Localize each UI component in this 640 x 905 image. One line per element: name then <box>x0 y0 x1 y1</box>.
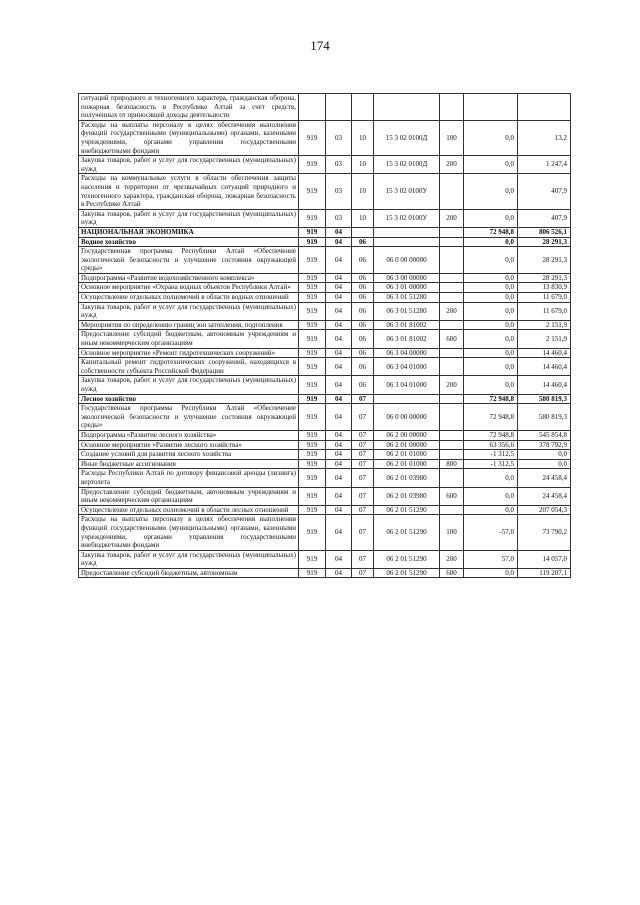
section-code: 03 <box>326 209 352 227</box>
table-row <box>79 227 571 237</box>
ministry-code: 919 <box>299 404 326 431</box>
change-amount: 0,0 <box>464 330 518 348</box>
table-row <box>79 273 571 283</box>
change-amount: 0,0 <box>464 237 518 247</box>
ministry-code: 919 <box>299 302 326 320</box>
section-code: 04 <box>326 358 352 376</box>
expense-type-code <box>440 469 464 487</box>
total-amount: 11 679,0 <box>518 302 571 320</box>
target-article-code <box>374 94 440 121</box>
expense-type-code <box>440 94 464 121</box>
ministry-code: 919 <box>299 273 326 283</box>
section-code: 04 <box>326 515 352 550</box>
total-amount: 407,9 <box>518 209 571 227</box>
subsection-code: 07 <box>352 550 374 568</box>
total-amount: 580 819,3 <box>518 394 571 404</box>
subsection-code: 07 <box>352 515 374 550</box>
section-code: 03 <box>326 156 352 174</box>
change-amount: -1 312,5 <box>464 450 518 460</box>
table-row <box>79 450 571 460</box>
ministry-code: 919 <box>299 237 326 247</box>
expense-type-code <box>440 394 464 404</box>
expense-type-code: 600 <box>440 330 464 348</box>
ministry-code: 919 <box>299 293 326 303</box>
total-amount: 806 526,1 <box>518 227 571 237</box>
subsection-code: 07 <box>352 450 374 460</box>
change-amount: 0,0 <box>464 505 518 515</box>
expense-type-code <box>440 348 464 358</box>
subsection-code: 06 <box>352 273 374 283</box>
section-code: 04 <box>326 568 352 578</box>
ministry-code: 919 <box>299 330 326 348</box>
expense-type-code: 100 <box>440 515 464 550</box>
section-code: 04 <box>326 227 352 237</box>
target-article-code: 06 2 01 03980 <box>374 487 440 505</box>
change-amount: 0,0 <box>464 247 518 274</box>
section-code <box>326 94 352 121</box>
target-article-code: 06 2 01 51290 <box>374 568 440 578</box>
row-description: Капитальный ремонт гидротехнических сооружений, находящихся в собственности субъекта Российской Федерации <box>79 358 299 376</box>
table-row <box>79 293 571 303</box>
target-article-code: 06 2 01 51290 <box>374 550 440 568</box>
change-amount: 0,0 <box>464 209 518 227</box>
expense-type-code: 800 <box>440 459 464 469</box>
ministry-code: 919 <box>299 430 326 440</box>
table-row <box>79 376 571 394</box>
row-description: Государственная программа Республики Алтай «Обеспечение экологической безопасности и улучшение состояния окружающей среды» <box>79 404 299 431</box>
section-code: 04 <box>326 505 352 515</box>
total-amount: 28 291,3 <box>518 273 571 283</box>
row-description: Закупка товаров, работ и услуг для государственных (муниципальных) нужд <box>79 209 299 227</box>
expense-type-code <box>440 404 464 431</box>
target-article-code: 06 3 01 81002 <box>374 330 440 348</box>
row-description: ситуаций природного и техногенного характера, гражданская оборона, пожарная безопасность в Республике Алтай за счет средств, полученных от приносящей доходы деятельности <box>79 94 299 121</box>
change-amount: 72 948,8 <box>464 430 518 440</box>
section-code: 04 <box>326 550 352 568</box>
row-description: Создание условий для развития лесного хозяйства <box>79 450 299 460</box>
row-description: Закупка товаров, работ и услуг для государственных (муниципальных) нужд <box>79 376 299 394</box>
ministry-code: 919 <box>299 376 326 394</box>
change-amount: -1 312,5 <box>464 459 518 469</box>
total-amount: 73 790,2 <box>518 515 571 550</box>
page-number: 174 <box>310 38 330 53</box>
row-description: Подпрограмма «Развитие водохозяйственного комплекса» <box>79 273 299 283</box>
subsection-code: 10 <box>352 120 374 155</box>
section-code: 03 <box>326 174 352 209</box>
expense-type-code <box>440 237 464 247</box>
target-article-code: 06 2 01 01000 <box>374 459 440 469</box>
total-amount: 14 460,4 <box>518 376 571 394</box>
table-row <box>79 394 571 404</box>
expense-type-code: 600 <box>440 487 464 505</box>
table-row <box>79 440 571 450</box>
ministry-code: 919 <box>299 283 326 293</box>
row-description: Мероприятия по определению границ зон затопления, подтопления <box>79 320 299 330</box>
row-description: Основное мероприятие «Ремонт гидротехнических сооружений» <box>79 348 299 358</box>
subsection-code: 06 <box>352 293 374 303</box>
change-amount: 57,0 <box>464 550 518 568</box>
change-amount: 0,0 <box>464 487 518 505</box>
total-amount: 0,0 <box>518 450 571 460</box>
row-description: Осуществление отдельных полномочий в области лесных отношений <box>79 505 299 515</box>
expense-type-code: 600 <box>440 568 464 578</box>
change-amount: 0,0 <box>464 283 518 293</box>
ministry-code: 919 <box>299 227 326 237</box>
row-description: Закупка товаров, работ и услуг для государственных (муниципальных) нужд <box>79 302 299 320</box>
subsection-code: 06 <box>352 358 374 376</box>
total-amount: 14 460,4 <box>518 348 571 358</box>
table-row <box>79 156 571 174</box>
subsection-code: 06 <box>352 237 374 247</box>
ministry-code: 919 <box>299 320 326 330</box>
subsection-code: 07 <box>352 394 374 404</box>
subsection-code: 06 <box>352 330 374 348</box>
subsection-code: 07 <box>352 404 374 431</box>
total-amount: 24 458,4 <box>518 469 571 487</box>
table-row <box>79 505 571 515</box>
change-amount: 0,0 <box>464 174 518 209</box>
target-article-code: 06 3 01 00000 <box>374 283 440 293</box>
total-amount: 14 460,4 <box>518 358 571 376</box>
row-description: Закупка товаров, работ и услуг для государственных (муниципальных) нужд <box>79 156 299 174</box>
target-article-code: 06 3 04 01000 <box>374 358 440 376</box>
table-row <box>79 237 571 247</box>
ministry-code: 919 <box>299 156 326 174</box>
table-row <box>79 320 571 330</box>
ministry-code: 919 <box>299 487 326 505</box>
table-row <box>79 459 571 469</box>
ministry-code: 919 <box>299 440 326 450</box>
row-description: Иные бюджетные ассигнования <box>79 459 299 469</box>
row-description: Предоставление субсидий бюджетным, автономным <box>79 568 299 578</box>
target-article-code: 15 3 02 0100У <box>374 174 440 209</box>
row-description: Предоставление субсидий бюджетным, автономным учреждениям и иным некоммерческим организациям <box>79 487 299 505</box>
target-article-code: 06 2 00 00000 <box>374 430 440 440</box>
row-description: Основное мероприятие «Охрана водных объектов Республики Алтай» <box>79 283 299 293</box>
change-amount: 0,0 <box>464 302 518 320</box>
expense-type-code <box>440 174 464 209</box>
section-code: 04 <box>326 469 352 487</box>
target-article-code <box>374 237 440 247</box>
section-code: 04 <box>326 247 352 274</box>
total-amount: 11 679,0 <box>518 293 571 303</box>
target-article-code <box>374 227 440 237</box>
expense-type-code <box>440 273 464 283</box>
subsection-code: 07 <box>352 487 374 505</box>
target-article-code: 15 3 02 0100Д <box>374 156 440 174</box>
total-amount: 207 054,3 <box>518 505 571 515</box>
section-code: 04 <box>326 302 352 320</box>
total-amount: 2 151,9 <box>518 320 571 330</box>
target-article-code: 06 2 01 01000 <box>374 450 440 460</box>
target-article-code: 06 3 01 81002 <box>374 320 440 330</box>
target-article-code: 06 0 00 00000 <box>374 247 440 274</box>
table-row <box>79 358 571 376</box>
change-amount: 0,0 <box>464 273 518 283</box>
expense-type-code: 200 <box>440 156 464 174</box>
target-article-code: 06 2 01 51290 <box>374 515 440 550</box>
row-description: Лесное хозяйство <box>79 394 299 404</box>
total-amount: 0,0 <box>518 459 571 469</box>
change-amount: 72 948,8 <box>464 227 518 237</box>
table-row <box>79 247 571 274</box>
table-row <box>79 120 571 155</box>
ministry-code: 919 <box>299 120 326 155</box>
change-amount: 0,0 <box>464 358 518 376</box>
ministry-code: 919 <box>299 550 326 568</box>
total-amount: 13 830,9 <box>518 283 571 293</box>
change-amount: 0,0 <box>464 568 518 578</box>
row-description: Водное хозяйство <box>79 237 299 247</box>
table-row <box>79 469 571 487</box>
ministry-code: 919 <box>299 505 326 515</box>
expense-type-code: 100 <box>440 120 464 155</box>
subsection-code: 06 <box>352 247 374 274</box>
total-amount: 545 854,8 <box>518 430 571 440</box>
subsection-code: 10 <box>352 174 374 209</box>
expense-type-code <box>440 227 464 237</box>
row-description: Расходы Республики Алтай по договору финансовой аренды (лизинга) вертолета <box>79 469 299 487</box>
row-description: НАЦИОНАЛЬНАЯ ЭКОНОМИКА <box>79 227 299 237</box>
target-article-code: 06 0 00 00000 <box>374 404 440 431</box>
ministry-code: 919 <box>299 450 326 460</box>
expense-type-code <box>440 440 464 450</box>
ministry-code: 919 <box>299 459 326 469</box>
total-amount: 24 458,4 <box>518 487 571 505</box>
ministry-code: 919 <box>299 515 326 550</box>
budget-table-body <box>79 94 571 578</box>
target-article-code: 06 2 01 03980 <box>374 469 440 487</box>
change-amount: 0,0 <box>464 293 518 303</box>
target-article-code: 06 3 00 00000 <box>374 273 440 283</box>
ministry-code: 919 <box>299 358 326 376</box>
expense-type-code: 200 <box>440 550 464 568</box>
change-amount: 0,0 <box>464 320 518 330</box>
row-description: Подпрограмма «Развитие лесного хозяйства» <box>79 430 299 440</box>
change-amount: 0,0 <box>464 156 518 174</box>
section-code: 04 <box>326 348 352 358</box>
subsection-code: 06 <box>352 376 374 394</box>
total-amount: 2 151,9 <box>518 330 571 348</box>
subsection-code: 07 <box>352 430 374 440</box>
ministry-code: 919 <box>299 174 326 209</box>
change-amount: 72 948,8 <box>464 394 518 404</box>
section-code: 04 <box>326 487 352 505</box>
table-row <box>79 330 571 348</box>
expense-type-code <box>440 430 464 440</box>
change-amount <box>464 94 518 121</box>
change-amount: 0,0 <box>464 469 518 487</box>
ministry-code: 919 <box>299 568 326 578</box>
total-amount: 407,9 <box>518 174 571 209</box>
table-row <box>79 302 571 320</box>
expense-type-code <box>440 505 464 515</box>
section-code: 04 <box>326 376 352 394</box>
row-description: Расходы на выплаты персоналу в целях обеспечения выполнения функций государственными (муниципальными) органами, казенными учреждениями, органами управления государственными внебюджетными фондами <box>79 515 299 550</box>
change-amount: 0,0 <box>464 348 518 358</box>
total-amount <box>518 94 571 121</box>
section-code: 03 <box>326 120 352 155</box>
table-row <box>79 209 571 227</box>
row-description: Предоставление субсидий бюджетным, автономным учреждениям и иным некоммерческим организациям <box>79 330 299 348</box>
table-row <box>79 348 571 358</box>
ministry-code: 919 <box>299 209 326 227</box>
expense-type-code: 200 <box>440 209 464 227</box>
expense-type-code: 200 <box>440 376 464 394</box>
subsection-code <box>352 227 374 237</box>
target-article-code: 15 3 02 0100Д <box>374 120 440 155</box>
section-code: 04 <box>326 459 352 469</box>
ministry-code <box>299 94 326 121</box>
expense-type-code: 200 <box>440 302 464 320</box>
row-description: Государственная программа Республики Алтай «Обеспечение экологической безопасности и улучшение состояния окружающей среды» <box>79 247 299 274</box>
subsection-code: 06 <box>352 348 374 358</box>
total-amount: 119 207,1 <box>518 568 571 578</box>
subsection-code: 06 <box>352 302 374 320</box>
target-article-code: 06 3 01 51280 <box>374 302 440 320</box>
subsection-code: 07 <box>352 459 374 469</box>
row-description: Осуществление отдельных полномочий в области водных отношений <box>79 293 299 303</box>
subsection-code: 07 <box>352 568 374 578</box>
expense-type-code <box>440 320 464 330</box>
section-code: 04 <box>326 237 352 247</box>
ministry-code: 919 <box>299 348 326 358</box>
subsection-code: 07 <box>352 440 374 450</box>
total-amount: 28 291,3 <box>518 247 571 274</box>
table-row <box>79 283 571 293</box>
row-description: Расходы на выплаты персоналу в целях обеспечения выполнения функций государственными (муниципальными) органами, казенными учреждениями, органами управления государственными внебюджетными фондами <box>79 120 299 155</box>
subsection-code: 06 <box>352 283 374 293</box>
target-article-code: 15 3 02 0100У <box>374 209 440 227</box>
target-article-code: 06 3 04 01000 <box>374 376 440 394</box>
total-amount: 28 291,3 <box>518 237 571 247</box>
row-description: Закупка товаров, работ и услуг для государственных (муниципальных) нужд <box>79 550 299 568</box>
table-row <box>79 515 571 550</box>
change-amount: 0,0 <box>464 376 518 394</box>
subsection-code <box>352 94 374 121</box>
ministry-code: 919 <box>299 469 326 487</box>
table-row <box>79 568 571 578</box>
target-article-code: 06 3 01 51280 <box>374 293 440 303</box>
section-code: 04 <box>326 273 352 283</box>
total-amount: 378 792,9 <box>518 440 571 450</box>
subsection-code: 07 <box>352 469 374 487</box>
expense-type-code <box>440 358 464 376</box>
subsection-code: 10 <box>352 156 374 174</box>
target-article-code: 06 2 01 00000 <box>374 440 440 450</box>
target-article-code: 06 2 01 51290 <box>374 505 440 515</box>
table-row <box>79 404 571 431</box>
ministry-code: 919 <box>299 394 326 404</box>
total-amount: 580 819,3 <box>518 404 571 431</box>
section-code: 04 <box>326 293 352 303</box>
total-amount: 1 247,4 <box>518 156 571 174</box>
ministry-code: 919 <box>299 247 326 274</box>
table-row <box>79 550 571 568</box>
budget-table <box>78 93 571 578</box>
table-row <box>79 487 571 505</box>
section-code: 04 <box>326 440 352 450</box>
target-article-code <box>374 394 440 404</box>
section-code: 04 <box>326 450 352 460</box>
subsection-code: 10 <box>352 209 374 227</box>
expense-type-code <box>440 293 464 303</box>
section-code: 04 <box>326 394 352 404</box>
section-code: 04 <box>326 330 352 348</box>
target-article-code: 06 3 04 00000 <box>374 348 440 358</box>
subsection-code: 06 <box>352 320 374 330</box>
change-amount: 0,0 <box>464 120 518 155</box>
row-description: Расходы на коммунальные услуги в области обеспечения защиты населения и территории от чрезвычайных ситуаций природного и техногенного характера, гражданская оборона, пожарная безопасность в Республике Алтай <box>79 174 299 209</box>
table-row <box>79 430 571 440</box>
change-amount: -57,0 <box>464 515 518 550</box>
change-amount: 63 356,6 <box>464 440 518 450</box>
section-code: 04 <box>326 320 352 330</box>
expense-type-code <box>440 247 464 274</box>
table-row <box>79 94 571 121</box>
change-amount: 72 948,8 <box>464 404 518 431</box>
expense-type-code <box>440 283 464 293</box>
expense-type-code <box>440 450 464 460</box>
total-amount: 13,2 <box>518 120 571 155</box>
section-code: 04 <box>326 404 352 431</box>
total-amount: 14 057,0 <box>518 550 571 568</box>
section-code: 04 <box>326 430 352 440</box>
section-code: 04 <box>326 283 352 293</box>
row-description: Основное мероприятие «Развитие лесного хозяйства» <box>79 440 299 450</box>
table-row <box>79 174 571 209</box>
subsection-code: 07 <box>352 505 374 515</box>
